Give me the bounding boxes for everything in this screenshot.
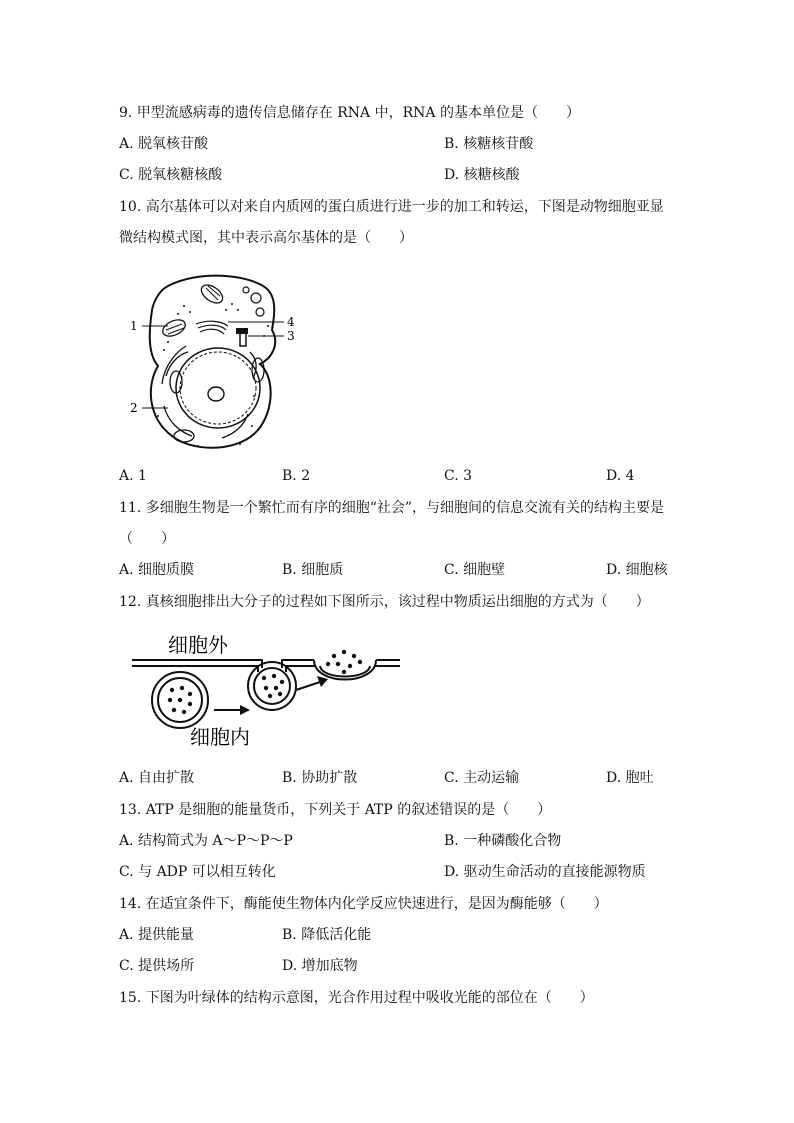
question-10-option-d[interactable]: D. 4: [606, 468, 635, 484]
question-14-option-c[interactable]: C. 提供场所: [119, 958, 195, 974]
question-9-option-b[interactable]: B. 核糖核苷酸: [444, 136, 534, 152]
question-13-option-a[interactable]: A. 结构简式为 A～P～P～P: [119, 833, 293, 849]
cell-label-3: 3: [287, 329, 295, 343]
question-9-option-c[interactable]: C. 脱氧核糖核酸: [119, 167, 223, 183]
question-13-option-b[interactable]: B. 一种磷酸化合物: [444, 833, 562, 849]
cell-label-2: 2: [130, 401, 138, 415]
question-9-option-d[interactable]: D. 核糖核酸: [444, 167, 520, 183]
label-outside-cell: 细胞外: [168, 633, 228, 657]
question-9-stem: 9. 甲型流感病毒的遗传信息储存在 RNA 中，RNA 的基本单位是（ ）: [119, 105, 580, 121]
question-12-option-c[interactable]: C. 主动运输: [444, 770, 520, 786]
animal-cell-diagram: [128, 266, 308, 462]
label-inside-cell: 细胞内: [190, 725, 250, 749]
question-15-stem: 15. 下图为叶绿体的结构示意图，光合作用过程中吸收光能的部位在（ ）: [119, 990, 594, 1006]
question-10-option-b[interactable]: B. 2: [282, 468, 311, 484]
question-13-option-d[interactable]: D. 驱动生命活动的直接能源物质: [444, 864, 646, 880]
question-10-option-c[interactable]: C. 3: [444, 468, 473, 484]
question-13-stem: 13. ATP 是细胞的能量货币，下列关于 ATP 的叙述错误的是（ ）: [119, 802, 552, 818]
cell-label-4: 4: [287, 315, 295, 329]
exocytosis-diagram: [130, 628, 402, 752]
question-11-option-b[interactable]: B. 细胞质: [282, 562, 344, 578]
question-9-option-a[interactable]: A. 脱氧核苷酸: [119, 136, 209, 152]
cell-label-1: 1: [130, 319, 138, 333]
question-10-option-a[interactable]: A. 1: [119, 468, 147, 484]
question-12-option-b[interactable]: B. 协助扩散: [282, 770, 358, 786]
question-10-stem-line1: 10. 高尔基体可以对来自内质网的蛋白质进行进一步的加工和转运，下图是动物细胞亚显: [119, 199, 664, 215]
question-11-option-a[interactable]: A. 细胞质膜: [119, 562, 195, 578]
question-13-option-c[interactable]: C. 与 ADP 可以相互转化: [119, 864, 276, 880]
question-10-stem-line2: 微结构模式图，其中表示高尔基体的是（ ）: [119, 230, 413, 246]
question-11-option-c[interactable]: C. 细胞壁: [444, 562, 506, 578]
question-11-stem-line1: 11. 多细胞生物是一个繁忙而有序的细胞“社会”，与细胞间的信息交流有关的结构主要是: [119, 500, 665, 516]
question-11-stem-line2: （ ）: [119, 531, 175, 547]
question-14-option-d[interactable]: D. 增加底物: [282, 958, 358, 974]
question-12-stem: 12. 真核细胞排出大分子的过程如下图所示，该过程中物质运出细胞的方式为（ ）: [119, 594, 650, 610]
question-14-option-b[interactable]: B. 降低活化能: [282, 927, 372, 943]
question-12-option-a[interactable]: A. 自由扩散: [119, 770, 195, 786]
question-12-option-d[interactable]: D. 胞吐: [606, 770, 654, 786]
question-11-option-d[interactable]: D. 细胞核: [606, 562, 668, 578]
question-14-stem: 14. 在适宜条件下，酶能使生物体内化学反应快速进行，是因为酶能够（ ）: [119, 896, 608, 912]
question-14-option-a[interactable]: A. 提供能量: [119, 927, 195, 943]
